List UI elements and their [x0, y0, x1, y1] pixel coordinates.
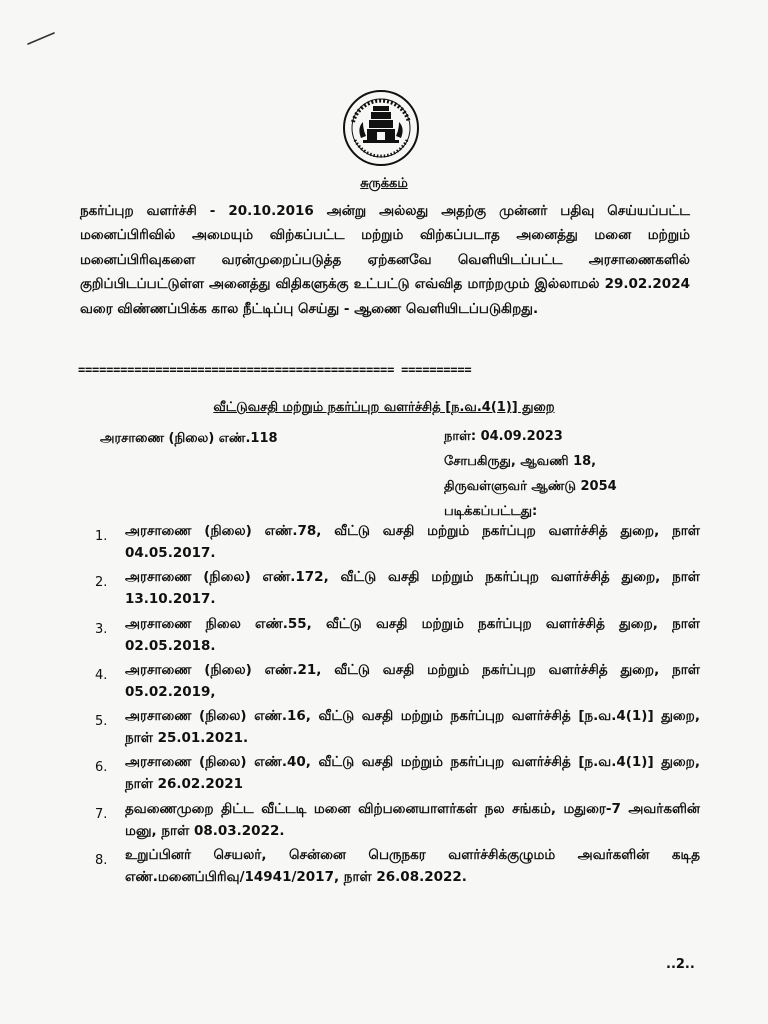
tamil-nadu-emblem-icon — [341, 88, 421, 168]
read-label: படிக்கப்பட்டது: — [444, 504, 538, 519]
list-item-text: அரசாணை (நிலை) எண்.40, வீட்டு வசதி மற்றும் நகர்ப்புற வளர்ச்சித் [ந.வ.4(1)] துறை, நாள் 26.02.2021 — [125, 754, 700, 793]
page-number: ..2.. — [666, 957, 695, 972]
list-item — [95, 520, 700, 566]
list-item-text: அரசாணை நிலை எண்.55, வீட்டு வசதி மற்றும் நகர்ப்புற வளர்ச்சித் துறை, நாள் 02.05.2018. — [125, 615, 700, 654]
list-item-number: 2. — [95, 575, 108, 591]
list-item-number: 8. — [95, 853, 108, 869]
order-number: அரசாணை (நிலை) எண்.118 — [100, 431, 278, 446]
list-item — [95, 751, 700, 797]
list-item-text: தவணைமுறை திட்ட வீட்டடி மனை விற்பனையாளர்கள் நல சங்கம், மதுரை-7 அவர்களின் மனு, நாள் 08.03.2022. — [125, 800, 700, 839]
list-item — [95, 659, 700, 705]
list-item — [95, 705, 700, 751]
date-block — [444, 424, 617, 524]
department-title: வீட்டுவசதி மற்றும் நகர்ப்புற வளர்ச்சித் [ந.வ.4(1)] துறை — [213, 400, 555, 415]
list-item-number: 4. — [95, 667, 108, 683]
list-item-number: 5. — [95, 714, 108, 730]
list-item-text: அரசாணை (நிலை) எண்.21, வீட்டு வசதி மற்றும் நகர்ப்புற வளர்ச்சித் துறை, நாள் 05.02.2019, — [125, 661, 700, 700]
list-item-number: 6. — [95, 760, 108, 776]
list-item — [95, 566, 700, 612]
list-item-number: 1. — [95, 529, 108, 544]
summary-heading: சுருக்கம் — [360, 176, 408, 191]
list-item-number: 7. — [95, 806, 108, 822]
list-item — [95, 844, 700, 890]
summary-text: நகர்ப்புற வளர்ச்சி - 20.10.2016 அன்று அல்லது அதற்கு முன்னர் பதிவு செய்யப்பட்ட மனைப்பிரிவில் அமையும் விற்கப்பட்ட மற்றும் விற்கப்படாத அனைத்து மனை மற்றும் மனைப்பிரிவுகளை வரன்முறைப்படுத்த ஏற்கனவே வெளியிடப்பட்ட அரசாணைகளில் குறிப்பிடப்பட்டுள்ள அனைத்து விதிகளுக்கு உட்பட்டு எவ்வித மாற்றமும் இல்லாமல் 29.02.2024 வரை விண்ணப்பிக்க கால நீட்டிப்பு செய்து - ஆணை வெளியிடப்படுகிறது. — [80, 203, 690, 317]
pen-mark-icon — [26, 30, 56, 46]
list-item-text: உறுப்பினர் செயலர், சென்னை பெருநகர வளர்ச்சிக்குழுமம் அவர்களின் கடித எண்.மனைப்பிரிவு/14941/2017, நாள் 26.08.2022. — [125, 847, 700, 886]
tamil-calendar-date: சோபகிருது, ஆவணி 18, — [444, 454, 597, 469]
thiruvalluvar-year: திருவள்ளுவர் ஆண்டு 2054 — [444, 479, 617, 494]
order-date: நாள்: 04.09.2023 — [444, 429, 563, 444]
list-item-text: அரசாணை (நிலை) எண்.172, வீட்டு வசதி மற்றும் நகர்ப்புற வளர்ச்சித் துறை, நாள் 13.10.2017. — [125, 569, 700, 608]
separator-line: ============================================= ========== — [78, 363, 472, 377]
list-item-text: அரசாணை (நிலை) எண்.16, வீட்டு வசதி மற்றும் நகர்ப்புற வளர்ச்சித் [ந.வ.4(1)] துறை, நாள் 25.01.2021. — [125, 708, 700, 747]
list-item — [95, 613, 700, 659]
references-list — [95, 520, 700, 890]
list-item — [95, 798, 700, 844]
list-item-text: அரசாணை (நிலை) எண்.78, வீட்டு வசதி மற்றும் நகர்ப்புற வளர்ச்சித் துறை, நாள் 04.05.2017. — [125, 523, 700, 561]
list-item-number: 3. — [95, 621, 108, 637]
